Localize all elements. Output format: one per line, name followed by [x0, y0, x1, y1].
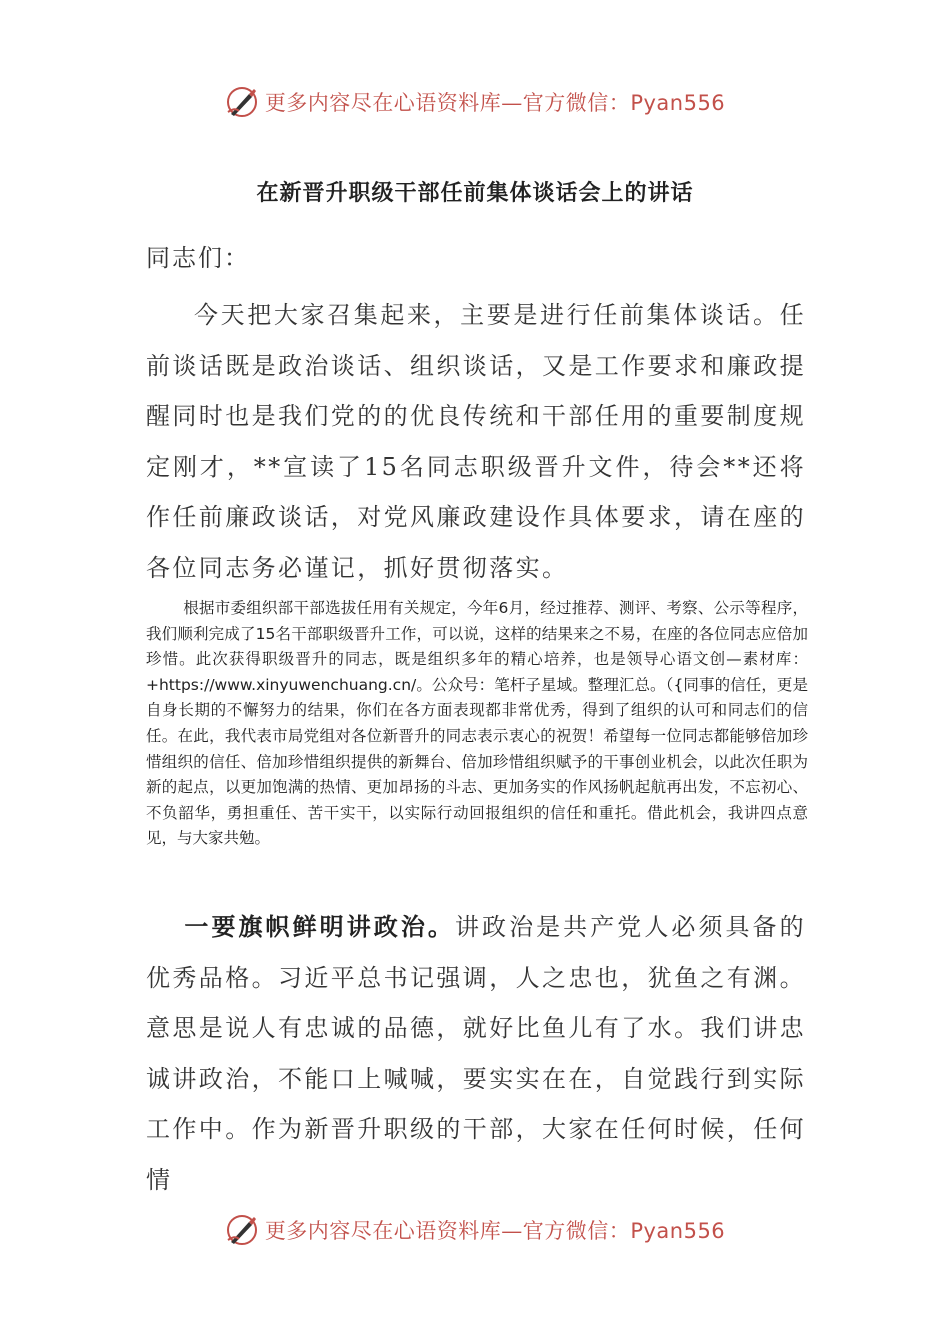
paragraph-intro: 今天把大家召集起来，主要是进行任前集体谈话。任前谈话既是政治谈话、组织谈话，又是工作要求和廉政提醒同时也是我们党的的优良传统和干部任用的重要制度规定刚才，**宣读了15名同志职级晋升文件，待会**还将作任前廉政谈话，对党风廉政建设作具体要求，请在座的各位同志务必谨记，抓好贯彻落实。: [146, 301, 806, 582]
paragraph-point-one: [146, 902, 806, 1205]
point-one-body: 讲政治是共产党人必须具备的优秀品格。习近平总书记强调，人之忠也，犹鱼之有渊。意思是说人有忠诚的品德，就好比鱼儿有了水。我们讲忠诚讲政治，不能口上喊喊，要实实在在，自觉践行到实际工作中。作为新晋升职级的干部，大家在任何时候，任何情: [146, 913, 807, 1194]
banner-text: 更多内容尽在心语资料库—官方微信：: [264, 91, 631, 115]
document-title: 在新晋升职级干部任前集体谈话会上的讲话: [256, 181, 694, 206]
banner-wechat-id: Pyan556: [630, 91, 726, 115]
paragraph-background: 根据市委组织部干部选拔任用有关规定，今年6月，经过推荐、测评、考察、公示等程序，我们顺利完成了15名干部职级晋升工作，可以说，这样的结果来之不易，在座的各位同志应倍加珍惜。此次获得职级晋升的同志，既是组织多年的精心培养，也是领导心语文创—素材库：+https://www.xinyuwenchuang.cn/。公众号：笔杆子星域。整理汇总。（{同事的信任，更是自身长期的不懈努力的结果，你们在各方面表现都非常优秀，得到了组织的认可和同志们的信任。在此，我代表市局党组对各位新晋升的同志表示衷心的祝贺！希望每一位同志都能够倍加珍惜组织的信任、倍加珍惜组织提供的新舞台、倍加珍惜组织赋予的干事创业机会，以此次任职为新的起点，以更加饱满的热情、更加昂扬的斗志、更加务实的作风扬帆起航再出发，不忘初心、不负韶华，勇担重任、苦干实干，以实际行动回报组织的信任和重托。借此机会，我讲四点意见，与大家共勉。: [146, 599, 808, 848]
greeting: 同志们：: [146, 244, 250, 272]
footer-banner: [0, 1210, 950, 1250]
point-one-heading: 一要旗帜鲜明讲政治。: [184, 913, 455, 941]
pen-logo-icon: [225, 85, 259, 119]
banner-wechat-id: Pyan556: [630, 1219, 726, 1243]
header-banner: [0, 82, 950, 122]
banner-text: 更多内容尽在心语资料库—官方微信：: [264, 1219, 631, 1243]
pen-logo-icon: [225, 1213, 259, 1247]
